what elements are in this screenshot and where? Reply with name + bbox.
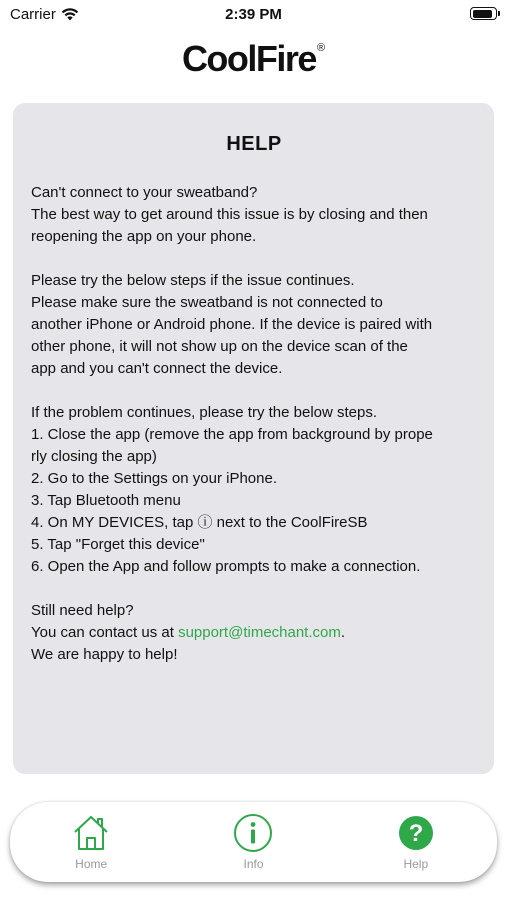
info-icon [233, 813, 273, 853]
help-paragraph-intro [31, 182, 477, 248]
help-line: another iPhone or Android phone. If the device is paired with [31, 316, 433, 333]
tab-help[interactable] [335, 802, 497, 882]
logo-text: CoolFire [181, 38, 316, 79]
tab-home[interactable] [10, 802, 172, 882]
tab-info[interactable] [172, 802, 334, 882]
help-body[interactable] [31, 182, 477, 666]
help-line: app and you can't connect the device. [31, 360, 283, 377]
tab-bar [10, 802, 497, 882]
help-line: The best way to get around this issue is by closing and then [31, 206, 428, 223]
help-icon [396, 813, 436, 853]
help-paragraph-contact [31, 600, 477, 666]
help-line: Please make sure the sweatband is not connected to [31, 294, 383, 311]
help-step: 2. Go to the Settings on your iPhone. [31, 470, 277, 487]
help-line: Can't connect to your sweatband? [31, 184, 258, 201]
status-bar [0, 0, 507, 30]
help-line: Still need help? [31, 602, 134, 619]
contact-suffix: . [340, 624, 346, 641]
app-logo [0, 38, 507, 80]
help-paragraph-steps-intro [31, 270, 477, 380]
help-line: If the problem continues, please try the below steps. [31, 404, 378, 421]
svg-text:?: ? [408, 820, 424, 847]
help-step: 1. Close the app (remove the app from background by prope [31, 426, 433, 443]
help-card [13, 103, 494, 774]
contact-line [31, 622, 477, 644]
help-paragraph-steps [31, 402, 477, 578]
help-step: 3. Tap Bluetooth menu [31, 492, 181, 509]
help-title: HELP [226, 133, 282, 155]
status-time: 2:39 PM [225, 6, 282, 23]
help-step: 6. Open the App and follow prompts to make a connection. [31, 558, 421, 575]
battery-icon [470, 7, 497, 20]
help-line: We are happy to help! [31, 646, 178, 663]
tab-label: Home [75, 857, 108, 871]
tab-label: Help [403, 857, 429, 871]
help-step: 4. On MY DEVICES, tap ⓘ next to the CoolFireSB [31, 514, 368, 531]
carrier-label: Carrier [10, 6, 56, 23]
home-icon [71, 813, 111, 853]
battery-fill [473, 10, 493, 18]
tab-label: Info [243, 857, 264, 871]
help-line: Please try the below steps if the issue continues. [31, 272, 355, 289]
help-line: other phone, it will not show up on the device scan of the [31, 338, 408, 355]
help-step: rly closing the app) [31, 448, 157, 465]
support-email-link[interactable]: support@timechant.com [178, 624, 341, 641]
contact-prefix: You can contact us at [31, 624, 179, 641]
registered-mark: ® [316, 42, 326, 54]
help-step: 5. Tap "Forget this device" [31, 536, 205, 553]
help-line: reopening the app on your phone. [31, 228, 257, 245]
